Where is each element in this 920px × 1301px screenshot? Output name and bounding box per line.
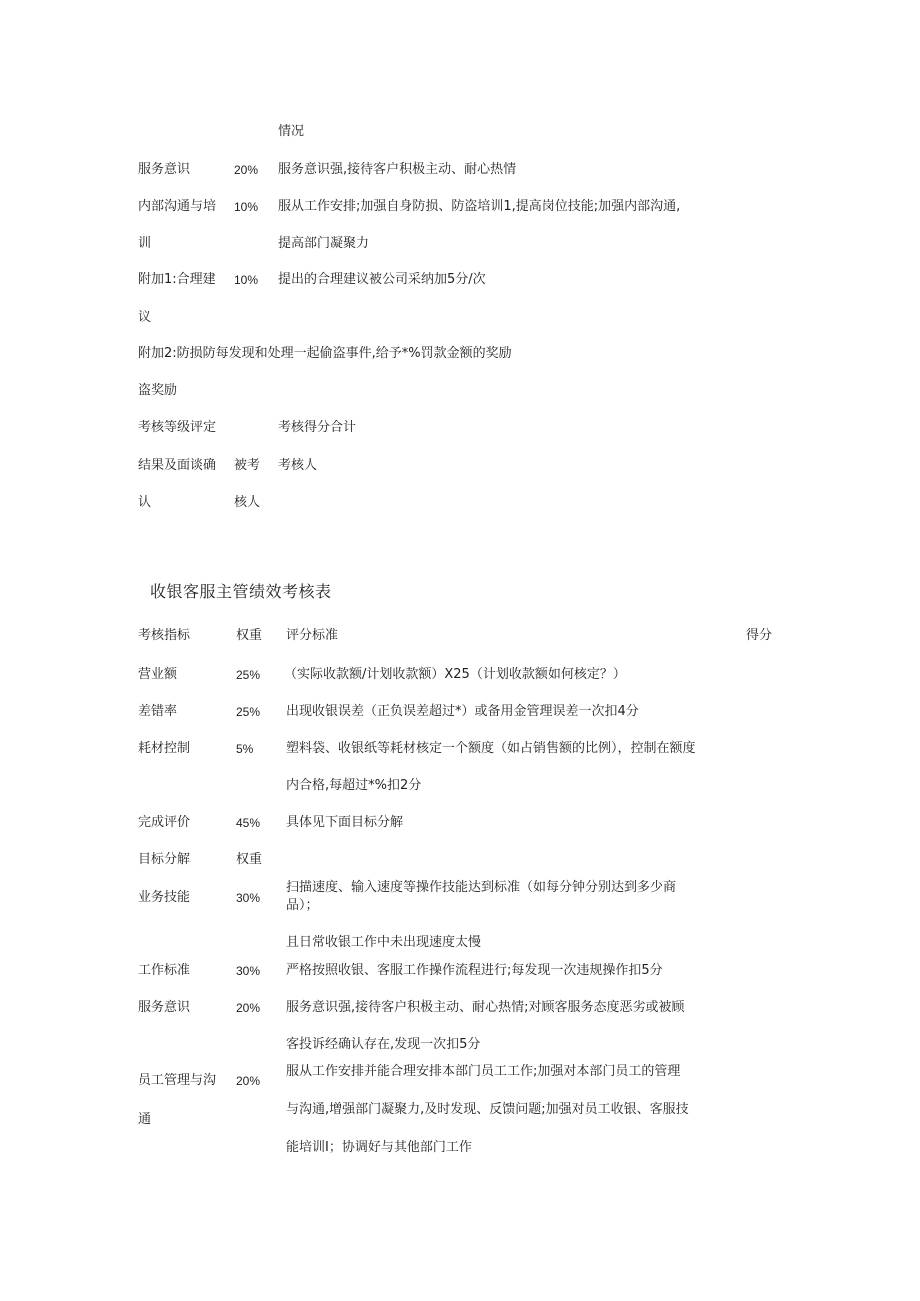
weight-value: 10% xyxy=(234,200,259,214)
column-header-score: 得分 xyxy=(746,628,773,643)
assessee-label: 被考 xyxy=(234,458,261,473)
indicator-label: 员工管理与沟 xyxy=(138,1073,217,1088)
criteria-text: 情况 xyxy=(278,124,305,139)
indicator-label: 服务意识 xyxy=(138,162,191,177)
criteria-text: 提出的合理建议被公司采纳加5分/次 xyxy=(278,272,486,287)
page-title: 收银客服主管绩效考核表 xyxy=(150,582,332,601)
result-interview-label: 认 xyxy=(138,495,152,510)
subgoal-header: 目标分解 xyxy=(138,852,191,867)
column-header-weight: 权重 xyxy=(236,628,263,643)
column-header-indicator: 考核指标 xyxy=(138,628,191,643)
weight-value: 25% xyxy=(236,668,261,682)
weight-value: 20% xyxy=(236,1074,261,1088)
indicator-label: 完成评价 xyxy=(138,815,191,830)
result-interview-label: 结果及面谈确 xyxy=(138,458,217,473)
criteria-text: 能培训I；协调好与其他部门工作 xyxy=(286,1140,472,1155)
subgoal-weight-header: 权重 xyxy=(236,852,263,867)
assessor-label: 考核人 xyxy=(278,458,318,473)
indicator-label: 工作标准 xyxy=(138,963,191,978)
criteria-text: 具体见下面目标分解 xyxy=(286,815,404,830)
indicator-label: 服务意识 xyxy=(138,1000,191,1015)
assessment-grade-label: 考核等级评定 xyxy=(138,420,217,435)
total-score-label: 考核得分合计 xyxy=(278,420,357,435)
criteria-text: 服务意识强,接待客户积极主动、耐心热情;对顾客服务态度恶劣或被顾 xyxy=(286,1000,685,1015)
indicator-label: 耗材控制 xyxy=(138,741,191,756)
column-header-criteria: 评分标准 xyxy=(286,628,339,643)
weight-value: 45% xyxy=(236,816,261,830)
criteria-text: 服务意识强,接待客户积极主动、耐心热情 xyxy=(278,162,517,177)
indicator-label: 内部沟通与培 xyxy=(138,199,217,214)
criteria-text: 严格按照收银、客服工作操作流程进行;每发现一次违规操作扣5分 xyxy=(286,963,663,978)
criteria-text: 品）； xyxy=(286,898,319,913)
criteria-text: 内合格,每超过*%扣2分 xyxy=(286,778,422,793)
weight-value: 20% xyxy=(234,163,259,177)
weight-value: 25% xyxy=(236,705,261,719)
criteria-text: 塑料袋、收银纸等耗材核定一个额度（如占销售额的比例），控制在额度 xyxy=(286,741,696,756)
indicator-label: 议 xyxy=(138,310,152,325)
indicator-label: 训 xyxy=(138,236,152,251)
weight-value: 5% xyxy=(236,742,254,756)
criteria-text: 服从工作安排;加强自身防损、防盗培训1,提高岗位技能;加强内部沟通, xyxy=(278,199,681,214)
indicator-label: 附加1:合理建 xyxy=(138,272,216,287)
indicator-label: 盗奖励 xyxy=(138,383,178,398)
indicator-label: 营业额 xyxy=(138,667,178,682)
criteria-text: 客投诉经确认存在,发现一次扣5分 xyxy=(286,1037,481,1052)
indicator-label: 差错率 xyxy=(138,704,178,719)
criteria-text: 扫描速度、输入速度等操作技能达到标准（如每分钟分别达到多少商 xyxy=(286,880,677,895)
weight-value: 30% xyxy=(236,891,261,905)
criteria-text: 且日常收银工作中未出现速度太慢 xyxy=(286,935,482,950)
indicator-label: 业务技能 xyxy=(138,890,191,905)
indicator-label: 通 xyxy=(138,1112,152,1127)
weight-value: 30% xyxy=(236,964,261,978)
criteria-text: 服从工作安排并能合理安排本部门员工工作;加强对本部门员工的管理 xyxy=(286,1064,681,1079)
weight-value: 10% xyxy=(234,273,259,287)
criteria-text: 与沟通,增强部门凝聚力,及时发现、反馈问题;加强对员工收银、客服技 xyxy=(286,1102,689,1117)
criteria-text: （实际收款额/计划收款额）X25（计划收款额如何核定？） xyxy=(284,667,626,682)
indicator-label: 附加2:防损防每发现和处理一起偷盗事件,给予*%罚款金额的奖励 xyxy=(138,346,512,361)
assessee-label: 核人 xyxy=(234,495,261,510)
criteria-text: 出现收银误差（正负误差超过*）或备用金管理误差一次扣4分 xyxy=(286,704,639,719)
criteria-text: 提高部门凝聚力 xyxy=(278,236,370,251)
weight-value: 20% xyxy=(236,1001,261,1015)
